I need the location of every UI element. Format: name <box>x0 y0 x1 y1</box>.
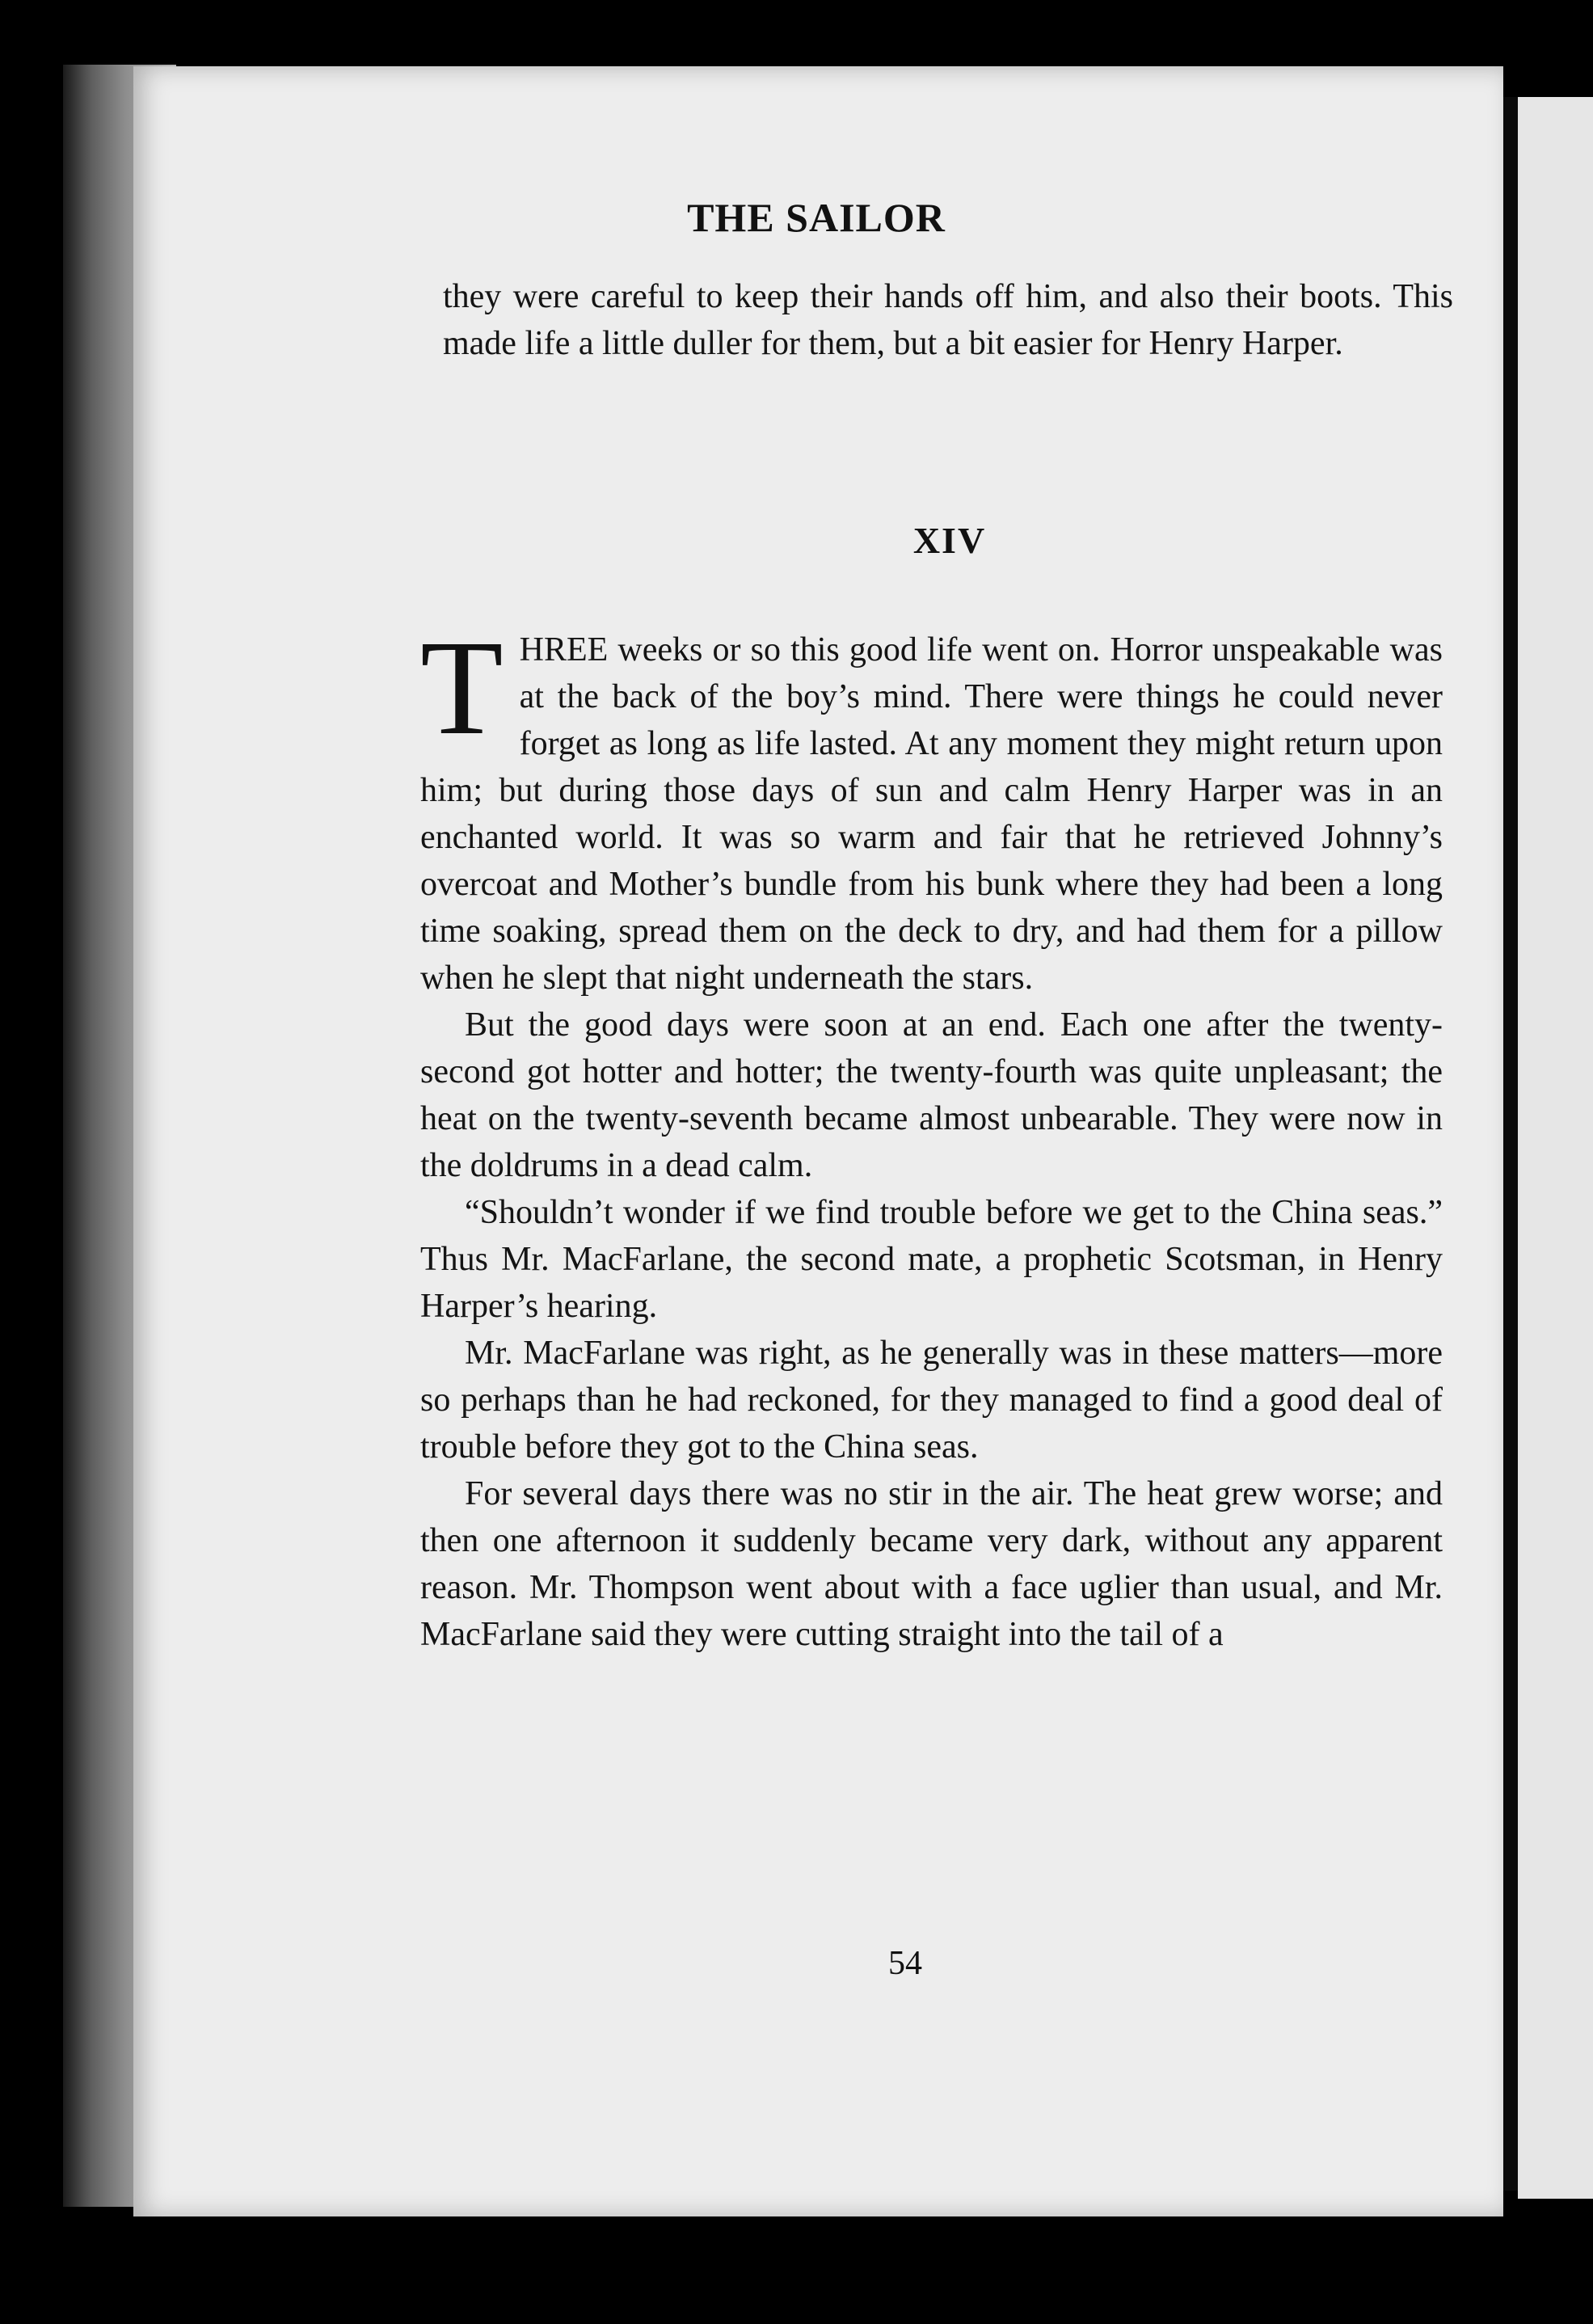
paragraph: For several days there was no stir in the air. The heat grew worse; and then one afternoon it suddenly became very dark, without any apparent reason. Mr. Thompson went about with a face uglier than usual, and Mr. MacFarlane said they were cutting straight into the tail of a <box>420 1475 1443 1653</box>
chapter-heading: XIV <box>912 520 987 561</box>
scan-background <box>0 2216 1593 2324</box>
running-head: THE SAILOR <box>687 195 946 240</box>
chapter-body <box>420 613 1443 1658</box>
intro-paragraph: they were careful to keep their hands off him, and also their boots. This made life a little duller for them, but a bit easier for Henry Harper. <box>443 278 1453 362</box>
intro-paragraph-block <box>443 273 1453 367</box>
facing-page-edge <box>1518 97 1593 2199</box>
paragraph <box>420 613 1443 1002</box>
page-number: 54 <box>888 1945 922 1982</box>
page-gutter <box>1503 97 1518 2191</box>
paragraph: But the good days were soon at an end. Each one after the twenty-second got hotter and hotter; the twenty-fourth was quite unpleasant; the heat on the twenty-seventh became almost unbearable. They were now in the doldrums in a dead calm. <box>420 1006 1443 1184</box>
paragraph: Mr. MacFarlane was right, as he generally was in these matters—more so perhaps than he had reckoned, for they managed to find a good deal of trouble before they got to the China seas. <box>420 1335 1443 1466</box>
paragraph-text: HREE weeks or so this good life went on. Horror unspeakable was at the back of the boy’s mind. There were things he could never forget as long as life lasted. At any moment they might return upon him; but during those days of sun and calm Henry Harper was in an enchanted world. It was so warm and fair that he retrieved Johnny’s overcoat and Mother’s bundle from his bunk where they had been a long time soaking, spread them on the deck to dry, and had them for a pillow when he slept that night underneath the stars. <box>420 631 1443 997</box>
paragraph: “Shouldn’t wonder if we find trouble before we get to the China seas.” Thus Mr. MacFarlane, the second mate, a prophetic Scotsman, in Henry Harper’s hearing. <box>420 1194 1443 1325</box>
drop-cap: T <box>420 613 504 763</box>
